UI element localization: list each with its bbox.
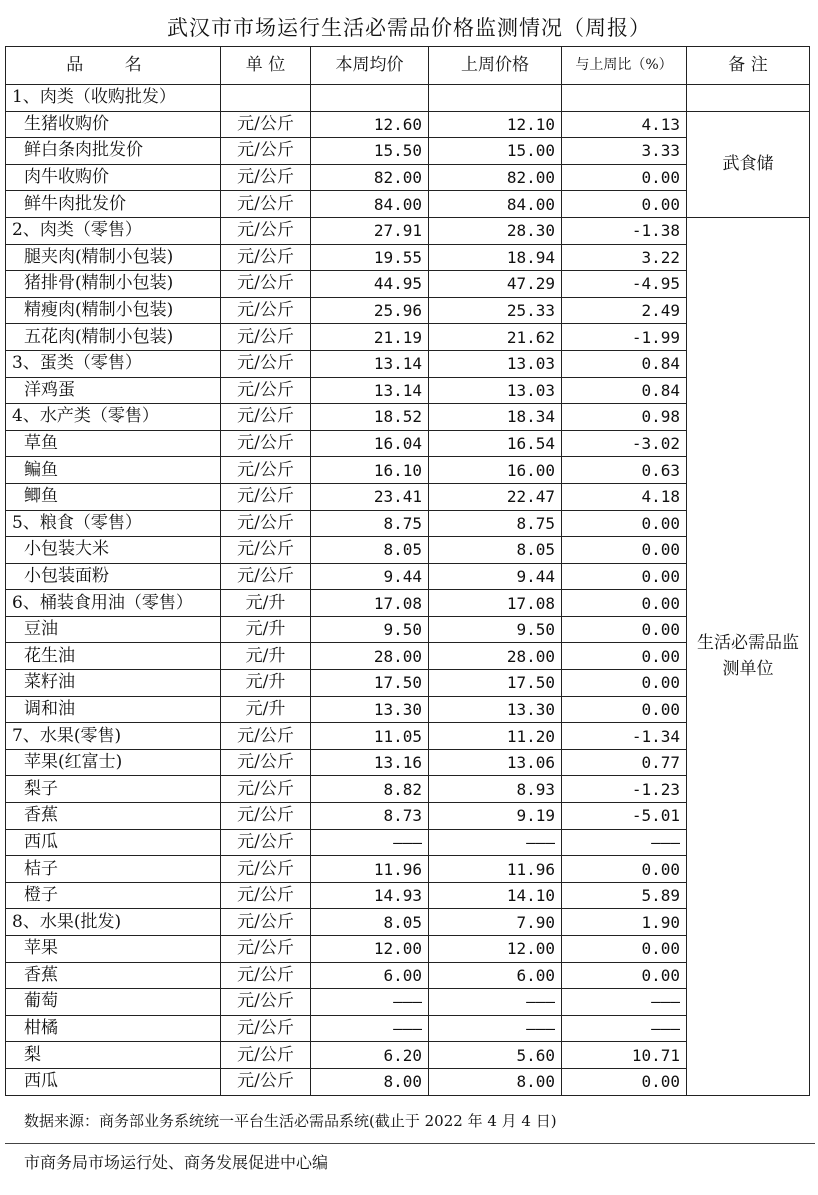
cell-this-week: 25.96 <box>311 297 429 324</box>
cell-name: 肉牛收购价 <box>6 164 221 191</box>
cell-change: 0.00 <box>562 590 687 617</box>
cell-change: 4.13 <box>562 111 687 138</box>
cell-change: 0.00 <box>562 936 687 963</box>
price-table <box>5 46 810 1096</box>
cell-name: 1、肉类（收购批发） <box>6 85 221 112</box>
cell-last-week: 13.03 <box>429 377 562 404</box>
cell-change: 0.00 <box>562 1068 687 1095</box>
cell-last-week: 17.08 <box>429 590 562 617</box>
cell-last-week: 9.44 <box>429 563 562 590</box>
cell-this-week <box>311 85 429 112</box>
cell-last-week: 13.03 <box>429 350 562 377</box>
cell-last-week: 14.10 <box>429 882 562 909</box>
cell-this-week: 8.75 <box>311 510 429 537</box>
cell-this-week: ——— <box>311 829 429 856</box>
cell-this-week: 11.96 <box>311 856 429 883</box>
cell-change: 0.00 <box>562 537 687 564</box>
cell-name: 菜籽油 <box>6 670 221 697</box>
cell-change: 3.22 <box>562 244 687 271</box>
cell-unit: 元/公斤 <box>221 1015 311 1042</box>
cell-unit: 元/公斤 <box>221 962 311 989</box>
cell-unit: 元/公斤 <box>221 989 311 1016</box>
cell-name: 鲜白条肉批发价 <box>6 138 221 165</box>
cell-this-week: 13.16 <box>311 749 429 776</box>
cell-last-week: 8.93 <box>429 776 562 803</box>
cell-unit: 元/公斤 <box>221 829 311 856</box>
cell-change: 10.71 <box>562 1042 687 1069</box>
cell-change: 0.00 <box>562 856 687 883</box>
cell-unit: 元/公斤 <box>221 882 311 909</box>
cell-name: 生猪收购价 <box>6 111 221 138</box>
cell-last-week: 18.94 <box>429 244 562 271</box>
footer-divider <box>5 1143 815 1144</box>
cell-this-week: 13.14 <box>311 350 429 377</box>
header-last-week: 上周价格 <box>429 47 562 85</box>
cell-name: 西瓜 <box>6 1068 221 1095</box>
cell-unit: 元/升 <box>221 670 311 697</box>
cell-change: -1.34 <box>562 723 687 750</box>
editor-credit: 市商务局市场运行处、商务发展促进中心编 <box>24 1153 329 1172</box>
cell-change: ——— <box>562 1015 687 1042</box>
cell-last-week: 17.50 <box>429 670 562 697</box>
cell-unit: 元/公斤 <box>221 377 311 404</box>
cell-name: 梨子 <box>6 776 221 803</box>
cell-this-week: 15.50 <box>311 138 429 165</box>
cell-name: 花生油 <box>6 643 221 670</box>
cell-unit: 元/公斤 <box>221 404 311 431</box>
cell-name: 腿夹肉(精制小包装) <box>6 244 221 271</box>
cell-unit: 元/公斤 <box>221 111 311 138</box>
cell-change: -4.95 <box>562 271 687 298</box>
cell-this-week: 8.05 <box>311 537 429 564</box>
cell-name: 草鱼 <box>6 430 221 457</box>
cell-this-week: 9.44 <box>311 563 429 590</box>
cell-change: -3.02 <box>562 430 687 457</box>
cell-name: 苹果 <box>6 936 221 963</box>
cell-this-week: 8.00 <box>311 1068 429 1095</box>
cell-unit: 元/公斤 <box>221 430 311 457</box>
cell-last-week: 47.29 <box>429 271 562 298</box>
cell-this-week: 19.55 <box>311 244 429 271</box>
cell-last-week: 7.90 <box>429 909 562 936</box>
cell-name: 柑橘 <box>6 1015 221 1042</box>
cell-this-week: 28.00 <box>311 643 429 670</box>
cell-this-week: 13.14 <box>311 377 429 404</box>
header-name: 品 名 <box>6 47 221 85</box>
cell-last-week: 13.30 <box>429 696 562 723</box>
cell-unit: 元/公斤 <box>221 271 311 298</box>
cell-change: 0.98 <box>562 404 687 431</box>
cell-last-week: 8.05 <box>429 537 562 564</box>
cell-this-week: 12.60 <box>311 111 429 138</box>
cell-change: 4.18 <box>562 483 687 510</box>
cell-change: -1.23 <box>562 776 687 803</box>
cell-name: 4、水产类（零售） <box>6 404 221 431</box>
cell-name: 洋鸡蛋 <box>6 377 221 404</box>
cell-unit <box>221 85 311 112</box>
cell-name: 小包装面粉 <box>6 563 221 590</box>
cell-change: 2.49 <box>562 297 687 324</box>
cell-unit: 元/升 <box>221 616 311 643</box>
cell-last-week: 18.34 <box>429 404 562 431</box>
cell-name: 猪排骨(精制小包装) <box>6 271 221 298</box>
cell-change: 5.89 <box>562 882 687 909</box>
cell-this-week: ——— <box>311 1015 429 1042</box>
cell-this-week: 8.82 <box>311 776 429 803</box>
cell-this-week: 21.19 <box>311 324 429 351</box>
cell-name: 西瓜 <box>6 829 221 856</box>
cell-name: 调和油 <box>6 696 221 723</box>
cell-last-week: 6.00 <box>429 962 562 989</box>
header-unit: 单 位 <box>221 47 311 85</box>
cell-unit: 元/升 <box>221 590 311 617</box>
cell-unit: 元/公斤 <box>221 723 311 750</box>
cell-this-week: 14.93 <box>311 882 429 909</box>
cell-name: 梨 <box>6 1042 221 1069</box>
cell-last-week: 21.62 <box>429 324 562 351</box>
cell-this-week: 84.00 <box>311 191 429 218</box>
cell-name: 葡萄 <box>6 989 221 1016</box>
cell-name: 小包装大米 <box>6 537 221 564</box>
cell-unit: 元/升 <box>221 643 311 670</box>
cell-change: 0.84 <box>562 377 687 404</box>
cell-last-week: 84.00 <box>429 191 562 218</box>
cell-unit: 元/公斤 <box>221 217 311 244</box>
cell-change: 0.00 <box>562 962 687 989</box>
cell-unit: 元/公斤 <box>221 510 311 537</box>
cell-change: 0.00 <box>562 191 687 218</box>
cell-last-week: 82.00 <box>429 164 562 191</box>
cell-this-week: 9.50 <box>311 616 429 643</box>
cell-name: 6、桶装食用油（零售） <box>6 590 221 617</box>
table-row <box>6 111 810 138</box>
cell-this-week: 44.95 <box>311 271 429 298</box>
cell-name: 苹果(红富士) <box>6 749 221 776</box>
cell-name: 豆油 <box>6 616 221 643</box>
cell-this-week: 27.91 <box>311 217 429 244</box>
cell-name: 精瘦肉(精制小包装) <box>6 297 221 324</box>
cell-this-week: 13.30 <box>311 696 429 723</box>
cell-name: 五花肉(精制小包装) <box>6 324 221 351</box>
cell-this-week: ——— <box>311 989 429 1016</box>
table-header-row <box>6 47 810 85</box>
cell-last-week: 11.20 <box>429 723 562 750</box>
cell-last-week: 25.33 <box>429 297 562 324</box>
cell-last-week: 12.10 <box>429 111 562 138</box>
cell-last-week: 13.06 <box>429 749 562 776</box>
cell-name: 3、蛋类（零售） <box>6 350 221 377</box>
cell-name: 8、水果(批发) <box>6 909 221 936</box>
cell-unit: 元/公斤 <box>221 803 311 830</box>
cell-unit: 元/公斤 <box>221 856 311 883</box>
cell-unit: 元/公斤 <box>221 1068 311 1095</box>
cell-last-week: 16.54 <box>429 430 562 457</box>
cell-last-week: 9.50 <box>429 616 562 643</box>
cell-last-week: 9.19 <box>429 803 562 830</box>
cell-unit: 元/公斤 <box>221 537 311 564</box>
cell-unit: 元/公斤 <box>221 483 311 510</box>
cell-this-week: 23.41 <box>311 483 429 510</box>
cell-last-week: 5.60 <box>429 1042 562 1069</box>
cell-this-week: 16.04 <box>311 430 429 457</box>
cell-this-week: 17.08 <box>311 590 429 617</box>
cell-change: 0.00 <box>562 164 687 191</box>
cell-unit: 元/公斤 <box>221 909 311 936</box>
remark-cell-empty <box>687 85 810 112</box>
header-remark: 备 注 <box>687 47 810 85</box>
cell-unit: 元/公斤 <box>221 936 311 963</box>
cell-change: 0.84 <box>562 350 687 377</box>
cell-name: 鲜牛肉批发价 <box>6 191 221 218</box>
page-title: 武汉市市场运行生活必需品价格监测情况（周报） <box>167 16 651 40</box>
cell-unit: 元/公斤 <box>221 1042 311 1069</box>
remark-monitoring-unit: 生活必需品监测单位 <box>687 217 810 1095</box>
data-source-note: 数据来源：商务部业务系统统一平台生活必需品系统(截止于 2022 年 4 月 4 日) <box>24 1112 557 1130</box>
cell-change: -5.01 <box>562 803 687 830</box>
remark-wushichu: 武食储 <box>687 111 810 217</box>
cell-change: 0.00 <box>562 616 687 643</box>
cell-last-week: 8.75 <box>429 510 562 537</box>
cell-unit: 元/公斤 <box>221 191 311 218</box>
cell-name: 鲫鱼 <box>6 483 221 510</box>
cell-change: 1.90 <box>562 909 687 936</box>
cell-unit: 元/公斤 <box>221 138 311 165</box>
cell-change <box>562 85 687 112</box>
cell-this-week: 8.73 <box>311 803 429 830</box>
cell-last-week: 16.00 <box>429 457 562 484</box>
cell-unit: 元/公斤 <box>221 749 311 776</box>
cell-name: 香蕉 <box>6 803 221 830</box>
cell-unit: 元/升 <box>221 696 311 723</box>
cell-name: 2、肉类（零售） <box>6 217 221 244</box>
cell-name: 5、粮食（零售） <box>6 510 221 537</box>
cell-unit: 元/公斤 <box>221 350 311 377</box>
cell-change: 0.00 <box>562 670 687 697</box>
cell-this-week: 18.52 <box>311 404 429 431</box>
cell-this-week: 6.20 <box>311 1042 429 1069</box>
cell-change: -1.99 <box>562 324 687 351</box>
cell-change: 0.00 <box>562 696 687 723</box>
cell-last-week: 12.00 <box>429 936 562 963</box>
cell-unit: 元/公斤 <box>221 244 311 271</box>
cell-this-week: 11.05 <box>311 723 429 750</box>
cell-last-week: 8.00 <box>429 1068 562 1095</box>
cell-this-week: 6.00 <box>311 962 429 989</box>
cell-this-week: 12.00 <box>311 936 429 963</box>
cell-this-week: 17.50 <box>311 670 429 697</box>
cell-last-week <box>429 85 562 112</box>
cell-change: ——— <box>562 829 687 856</box>
cell-change: 0.63 <box>562 457 687 484</box>
cell-this-week: 82.00 <box>311 164 429 191</box>
header-this-week: 本周均价 <box>311 47 429 85</box>
header-change: 与上周比（%） <box>562 47 687 85</box>
cell-change: 0.00 <box>562 563 687 590</box>
cell-last-week: 28.00 <box>429 643 562 670</box>
cell-name: 橙子 <box>6 882 221 909</box>
cell-last-week: 28.30 <box>429 217 562 244</box>
cell-change: 3.33 <box>562 138 687 165</box>
table-row <box>6 85 810 112</box>
cell-last-week: ——— <box>429 1015 562 1042</box>
cell-change: 0.00 <box>562 643 687 670</box>
cell-change: ——— <box>562 989 687 1016</box>
cell-change: 0.00 <box>562 510 687 537</box>
cell-last-week: 22.47 <box>429 483 562 510</box>
cell-unit: 元/公斤 <box>221 324 311 351</box>
cell-change: 0.77 <box>562 749 687 776</box>
cell-last-week: 15.00 <box>429 138 562 165</box>
cell-name: 7、水果(零售) <box>6 723 221 750</box>
cell-name: 鳊鱼 <box>6 457 221 484</box>
cell-this-week: 16.10 <box>311 457 429 484</box>
cell-unit: 元/公斤 <box>221 563 311 590</box>
cell-change: -1.38 <box>562 217 687 244</box>
cell-unit: 元/公斤 <box>221 776 311 803</box>
cell-last-week: ——— <box>429 829 562 856</box>
cell-last-week: ——— <box>429 989 562 1016</box>
cell-unit: 元/公斤 <box>221 297 311 324</box>
table-row <box>6 217 810 244</box>
cell-this-week: 8.05 <box>311 909 429 936</box>
cell-name: 香蕉 <box>6 962 221 989</box>
cell-last-week: 11.96 <box>429 856 562 883</box>
cell-unit: 元/公斤 <box>221 164 311 191</box>
cell-unit: 元/公斤 <box>221 457 311 484</box>
cell-name: 桔子 <box>6 856 221 883</box>
